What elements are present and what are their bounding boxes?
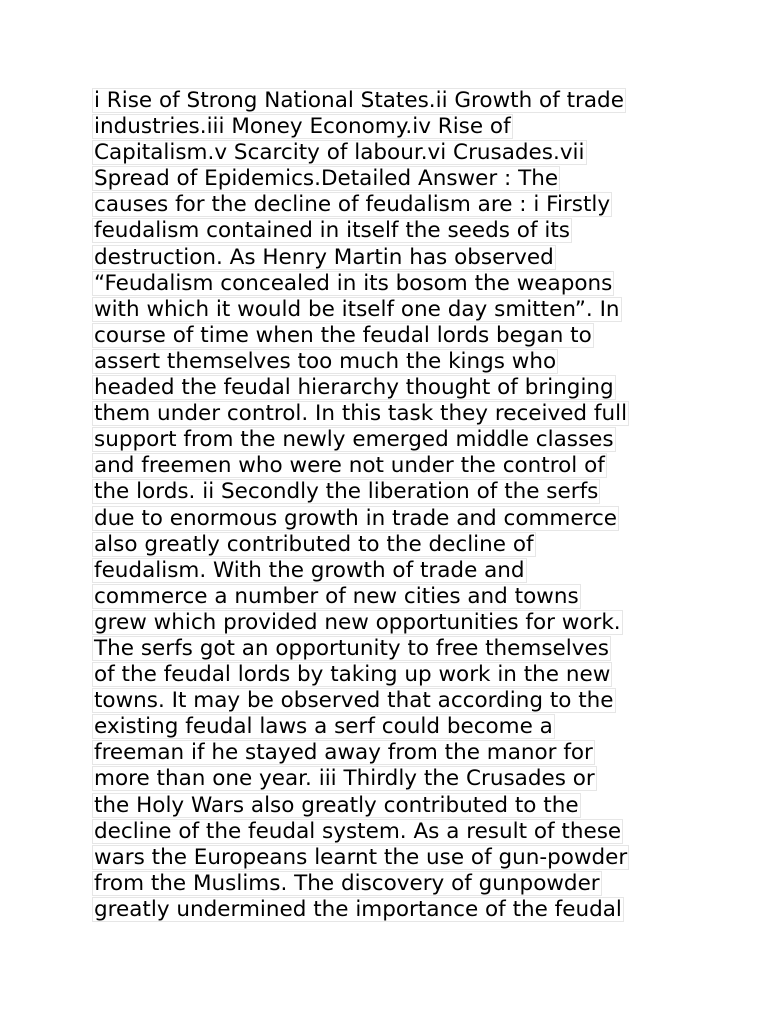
text-line [92, 766, 682, 792]
text-line-content: headed the feudal hierarchy thought of bringing [94, 375, 614, 401]
text-line-content: towns. It may be observed that according to the [94, 688, 614, 714]
text-line [92, 845, 682, 871]
text-line-content: and freemen who were not under the control of [94, 453, 605, 479]
text-line-content: them under control. In this task they received full [94, 401, 628, 427]
text-line [92, 584, 682, 610]
text-line [92, 218, 682, 244]
text-line [92, 245, 682, 271]
text-line-content: from the Muslims. The discovery of gunpowder [94, 870, 600, 896]
text-line [92, 271, 682, 297]
text-line-content: also greatly contributed to the decline of [94, 531, 534, 557]
text-line-content: the Holy Wars also greatly contributed to the [94, 792, 579, 818]
text-line [92, 323, 682, 349]
text-line [92, 740, 682, 766]
text-line [92, 88, 682, 114]
text-line [92, 897, 682, 923]
text-line-content: more than one year. iii Thirdly the Crusades or [94, 766, 595, 792]
text-line-content: Spread of Epidemics.Detailed Answer : The [94, 166, 559, 192]
text-line [92, 714, 682, 740]
text-line-content: with which it would be itself one day smitten”. In [94, 296, 620, 322]
text-line [92, 636, 682, 662]
text-line-content: commerce a number of new cities and towns [94, 583, 579, 609]
text-line [92, 610, 682, 636]
text-line [92, 140, 682, 166]
text-line-content: Capitalism.v Scarcity of labour.vi Crusades.vii [94, 140, 585, 166]
text-line [92, 532, 682, 558]
text-line [92, 662, 682, 688]
text-line [92, 192, 682, 218]
text-line-content: feudalism. With the growth of trade and [94, 557, 525, 583]
text-line-content: destruction. As Henry Martin has observed [94, 244, 554, 270]
text-line-content: “Feudalism concealed in its bosom the weapons [94, 270, 613, 296]
text-line-content: The serfs got an opportunity to free themselves [94, 635, 609, 661]
text-line [92, 401, 682, 427]
text-line [92, 558, 682, 584]
text-line-content: feudalism contained in itself the seeds of its [94, 218, 570, 244]
text-line [92, 871, 682, 897]
text-line-content: course of time when the feudal lords began to [94, 322, 592, 348]
text-line-content: i Rise of Strong National States.ii Growth of trade [94, 88, 624, 113]
text-line-content: due to enormous growth in trade and commerce [94, 505, 618, 531]
text-line [92, 427, 682, 453]
text-line-content: decline of the feudal system. As a result of these [94, 818, 622, 844]
text-line [92, 819, 682, 845]
body-text [92, 88, 682, 923]
text-line-content: wars the Europeans learnt the use of gun-powder [94, 844, 628, 870]
text-line-content: causes for the decline of feudalism are : i Firstly [94, 192, 611, 218]
text-line-content: the lords. ii Secondly the liberation of the serfs [94, 479, 599, 505]
text-line-content: grew which provided new opportunities for work. [94, 609, 621, 635]
text-line [92, 506, 682, 532]
text-line [92, 297, 682, 323]
text-line [92, 166, 682, 192]
text-line [92, 479, 682, 505]
text-line-content: support from the newly emerged middle classes [94, 427, 614, 453]
text-line [92, 114, 682, 140]
text-line [92, 349, 682, 375]
text-line-content: of the feudal lords by taking up work in the new [94, 662, 611, 688]
text-line [92, 375, 682, 401]
text-line-content: greatly undermined the importance of the feudal [94, 896, 622, 922]
text-line [92, 453, 682, 479]
text-line [92, 688, 682, 714]
text-line-content: industries.iii Money Economy.iv Rise of [94, 114, 511, 140]
text-line [92, 793, 682, 819]
text-line-content: assert themselves too much the kings who [94, 348, 557, 374]
text-line-content: freeman if he stayed away from the manor for [94, 740, 593, 766]
text-line-content: existing feudal laws a serf could become a [94, 714, 553, 740]
